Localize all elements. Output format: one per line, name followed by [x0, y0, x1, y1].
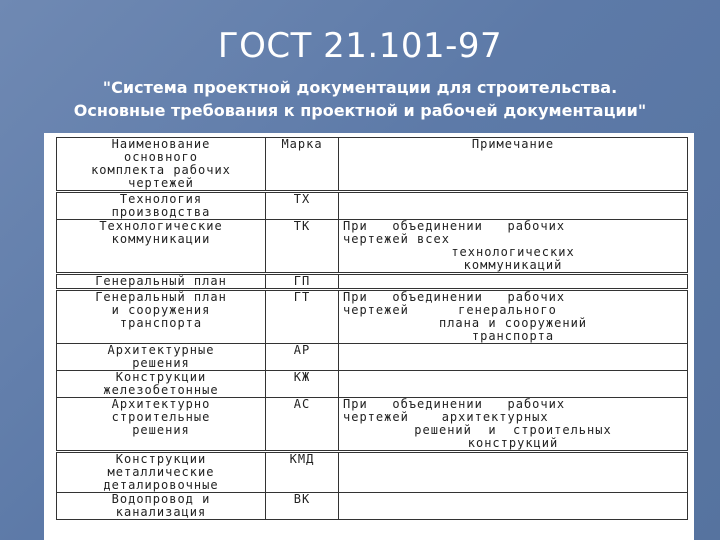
row-note-cell [339, 274, 688, 290]
table-row [57, 493, 688, 520]
table-row [57, 344, 688, 371]
row-note-cell [339, 493, 688, 520]
row-mark-cell: ГТ [266, 290, 339, 344]
row-name-cell: Архитектурные решения [57, 344, 266, 371]
row-name-cell: Конструкции металлические деталировочные [57, 452, 266, 493]
row-mark-cell: АР [266, 344, 339, 371]
table-row [57, 452, 688, 493]
row-note-cell: При объединении рабочих чертежей архитектурных решений и строительных конструкций [339, 398, 688, 452]
marks-table [56, 137, 688, 520]
table-row [57, 371, 688, 398]
table-row [57, 274, 688, 290]
row-note-cell [339, 344, 688, 371]
slide-subtitle-line-2: Основные требования к проектной и рабочей документации" [73, 101, 647, 120]
table-row [57, 220, 688, 274]
row-mark-cell: КЖ [266, 371, 339, 398]
header-name-cell: Наименование основного комплекта рабочих чертежей [57, 138, 266, 192]
document-scan [44, 133, 694, 540]
header-mark-cell: Марка [266, 138, 339, 192]
row-mark-cell: КМД [266, 452, 339, 493]
row-name-cell: Генеральный план [57, 274, 266, 290]
row-note-cell: При объединении рабочих чертежей генерального плана и сооружений транспорта [339, 290, 688, 344]
table-row [57, 290, 688, 344]
row-mark-cell: ТК [266, 220, 339, 274]
header-note-cell: Примечание [339, 138, 688, 192]
table-header-row [57, 138, 688, 192]
row-mark-cell: ГП [266, 274, 339, 290]
row-name-cell: Конструкции железобетонные [57, 371, 266, 398]
row-name-cell: Водопровод и канализация [57, 493, 266, 520]
row-name-cell: Технологические коммуникации [57, 220, 266, 274]
row-note-cell [339, 371, 688, 398]
row-name-cell: Генеральный план и сооружения транспорта [57, 290, 266, 344]
row-mark-cell: ВК [266, 493, 339, 520]
row-note-cell [339, 192, 688, 220]
row-mark-cell: АС [266, 398, 339, 452]
row-note-cell: При объединении рабочих чертежей всех технологических коммуникаций [339, 220, 688, 274]
slide-title: ГОСТ 21.101-97 [217, 26, 503, 66]
row-note-cell [339, 452, 688, 493]
row-name-cell: Технология производства [57, 192, 266, 220]
table-row [57, 398, 688, 452]
row-name-cell: Архитектурно строительные решения [57, 398, 266, 452]
slide-subtitle-line-1: "Система проектной документации для строительства. [102, 78, 618, 97]
row-mark-cell: ТХ [266, 192, 339, 220]
